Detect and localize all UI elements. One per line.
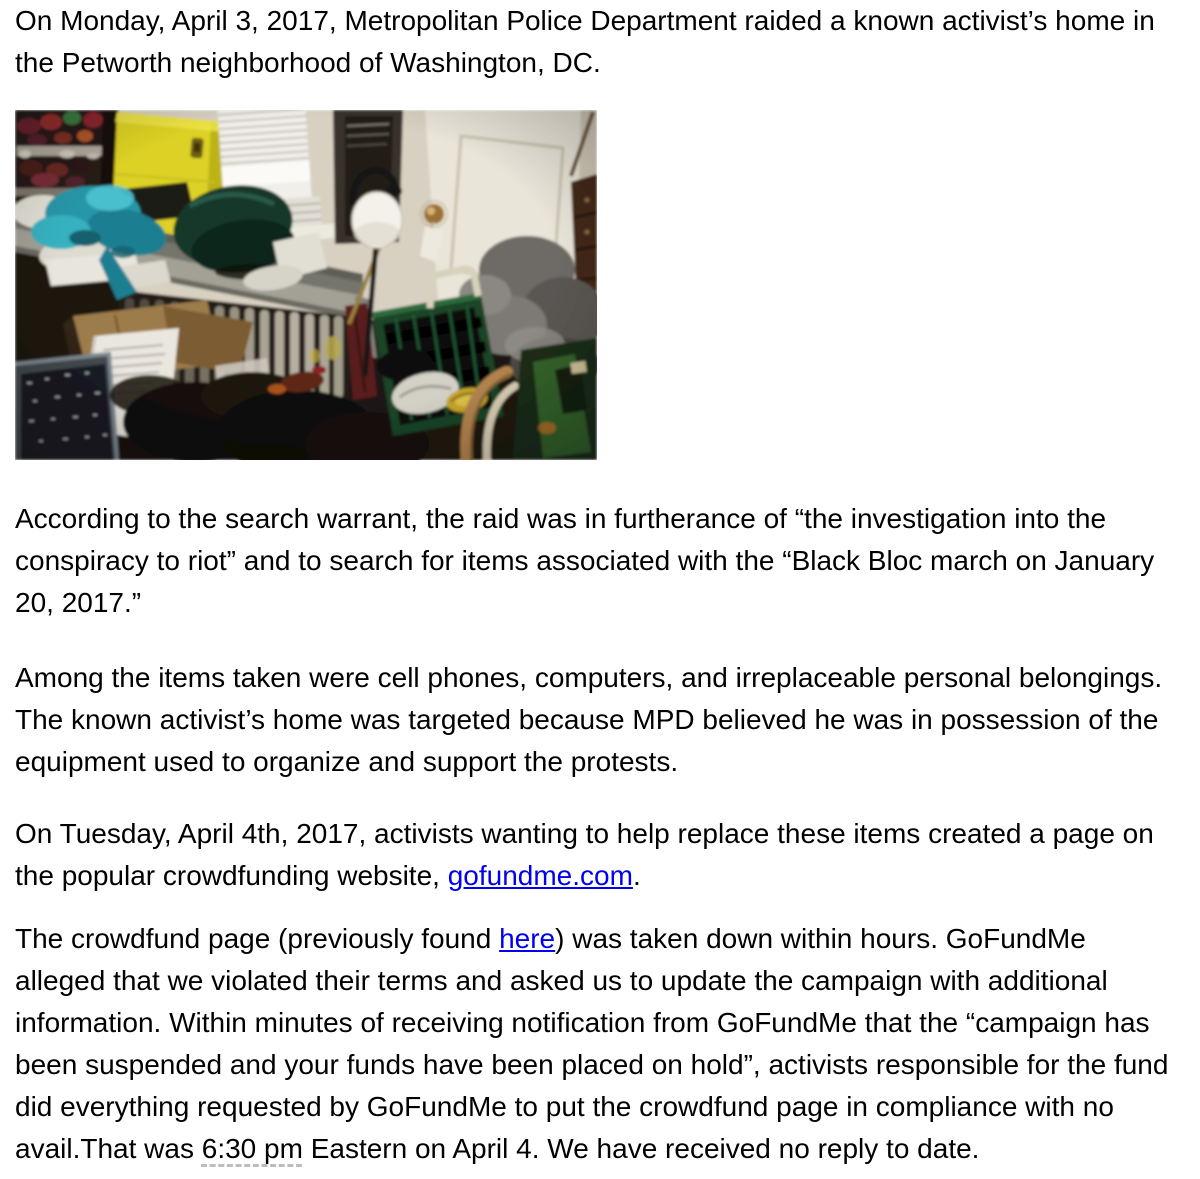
- raid-photo: [15, 110, 1175, 460]
- grammar-underlined-text: 6:30 pm: [201, 1133, 303, 1164]
- text-segment: On Tuesday, April 4th, 2017, activists wanting to help replace these items created a page on the popular crowdfunding website,: [15, 818, 1154, 891]
- text-segment: Eastern on April 4. We have received no reply to date.: [302, 1133, 980, 1164]
- paragraph-items: Among the items taken were cell phones, computers, and irreplaceable personal belongings. The known activist’s home was targeted because MPD believed he was in possession of the equipment used to organize and support the protests.: [15, 662, 1163, 777]
- text-segment: ) was taken down within hours. GoFundMe alleged that we violated their terms and asked us to update the campaign with additional information. Within minutes of receiving notification from GoFundMe that the “campaign has been suspended and your funds have been placed on hold”, activists responsible for the fund did everything requested by GoFundMe to put the crowdfund page in compliance with no avail.That was: [15, 923, 1169, 1164]
- paragraph-intro: On Monday, April 3, 2017, Metropolitan Police Department raided a known activist’s home in the Petworth neighborhood of Washington, DC.: [15, 5, 1155, 78]
- paragraph-gofundme: [15, 813, 1175, 897]
- text-segment: The crowdfund page (previously found: [15, 923, 500, 954]
- gofundme-link[interactable]: gofundme.com: [447, 860, 633, 891]
- paragraph-warrant: According to the search warrant, the raid was in furtherance of “the investigation into the conspiracy to riot” and to search for items associated with the “Black Bloc march on January 20, 2017.”: [15, 503, 1155, 618]
- here-link[interactable]: here: [499, 923, 556, 954]
- paragraph-suspension: [15, 918, 1175, 1170]
- text-segment: .: [632, 860, 641, 891]
